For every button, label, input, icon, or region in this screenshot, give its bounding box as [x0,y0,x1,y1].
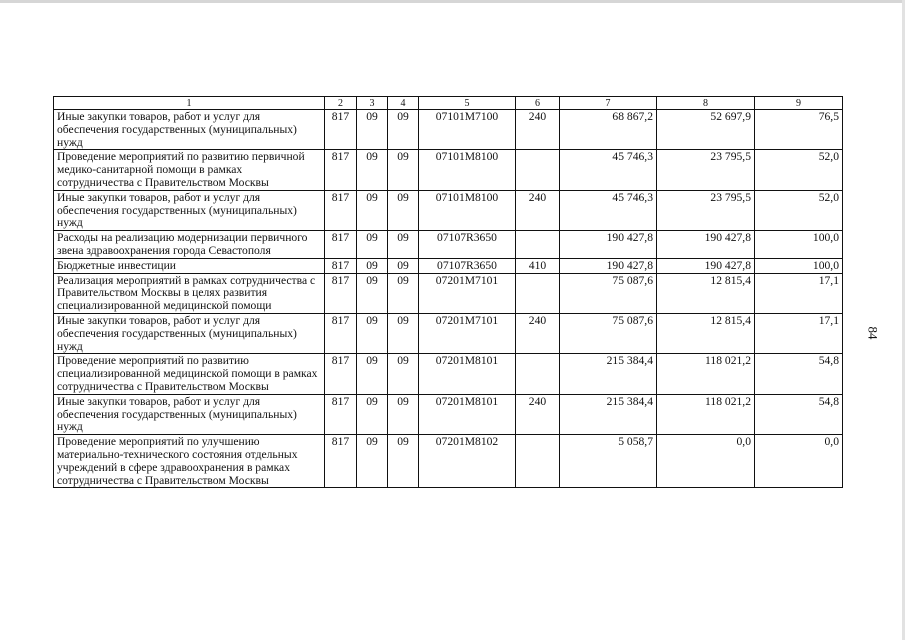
cell-section: 09 [357,150,388,190]
table-row [54,313,843,353]
cell-admin-code: 817 [325,231,357,259]
cell-executed: 12 815,4 [657,273,755,313]
cell-name: Проведение мероприятий по развитию первичной медико-санитарной помощи в рамках сотрудничества с Правительством Москвы [54,150,325,190]
table-row [54,110,843,150]
cell-section: 09 [357,354,388,394]
cell-approved: 190 427,8 [560,258,657,273]
cell-percent: 100,0 [755,231,843,259]
table-row [54,190,843,230]
cell-approved: 215 384,4 [560,354,657,394]
cell-subsection: 09 [388,354,419,394]
cell-name: Иные закупки товаров, работ и услуг для обеспечения государственных (муниципальных) нужд [54,394,325,434]
cell-admin-code: 817 [325,394,357,434]
cell-admin-code: 817 [325,190,357,230]
cell-admin-code: 817 [325,273,357,313]
cell-section: 09 [357,313,388,353]
cell-admin-code: 817 [325,150,357,190]
cell-admin-code: 817 [325,435,357,488]
cell-expense-type [516,273,560,313]
cell-approved: 45 746,3 [560,190,657,230]
cell-expense-type [516,354,560,394]
cell-name: Иные закупки товаров, работ и услуг для обеспечения государственных (муниципальных) нужд [54,313,325,353]
cell-subsection: 09 [388,231,419,259]
cell-percent: 100,0 [755,258,843,273]
cell-percent: 76,5 [755,110,843,150]
cell-executed: 190 427,8 [657,258,755,273]
cell-executed: 52 697,9 [657,110,755,150]
cell-name: Бюджетные инвестиции [54,258,325,273]
header-col-9: 9 [755,97,843,110]
table-row [54,258,843,273]
cell-executed: 118 021,2 [657,354,755,394]
cell-expense-type: 240 [516,190,560,230]
budget-table [53,96,843,488]
cell-percent: 17,1 [755,313,843,353]
cell-percent: 54,8 [755,394,843,434]
cell-executed: 190 427,8 [657,231,755,259]
cell-admin-code: 817 [325,110,357,150]
cell-section: 09 [357,258,388,273]
cell-expense-type: 410 [516,258,560,273]
cell-section: 09 [357,110,388,150]
cell-approved: 68 867,2 [560,110,657,150]
cell-expense-type [516,150,560,190]
header-col-1: 1 [54,97,325,110]
cell-executed: 0,0 [657,435,755,488]
header-col-3: 3 [357,97,388,110]
scan-edge-top [0,0,905,3]
header-col-8: 8 [657,97,755,110]
table-body [54,110,843,488]
cell-section: 09 [357,273,388,313]
header-col-4: 4 [388,97,419,110]
cell-approved: 215 384,4 [560,394,657,434]
cell-percent: 54,8 [755,354,843,394]
table-row [54,354,843,394]
cell-executed: 23 795,5 [657,190,755,230]
cell-subsection: 09 [388,150,419,190]
cell-target-article: 07107R3650 [419,258,516,273]
cell-section: 09 [357,435,388,488]
cell-target-article: 07201М8101 [419,394,516,434]
table-row [54,150,843,190]
cell-executed: 12 815,4 [657,313,755,353]
cell-name: Иные закупки товаров, работ и услуг для обеспечения государственных (муниципальных) нужд [54,190,325,230]
cell-expense-type [516,231,560,259]
cell-target-article: 07101М8100 [419,190,516,230]
cell-subsection: 09 [388,110,419,150]
cell-section: 09 [357,394,388,434]
cell-percent: 52,0 [755,150,843,190]
table-header [54,97,843,110]
cell-percent: 52,0 [755,190,843,230]
cell-target-article: 07101М8100 [419,150,516,190]
cell-section: 09 [357,190,388,230]
cell-executed: 23 795,5 [657,150,755,190]
cell-name: Проведение мероприятий по улучшению материально-технического состояния отдельных учреждений в сфере здравоохранения в рамках сотрудничества с Правительством Москвы [54,435,325,488]
cell-subsection: 09 [388,258,419,273]
cell-admin-code: 817 [325,354,357,394]
cell-subsection: 09 [388,435,419,488]
cell-expense-type: 240 [516,313,560,353]
cell-approved: 5 058,7 [560,435,657,488]
table-row [54,273,843,313]
cell-target-article: 07107R3650 [419,231,516,259]
cell-target-article: 07201М7101 [419,313,516,353]
cell-target-article: 07201М7101 [419,273,516,313]
cell-subsection: 09 [388,190,419,230]
header-col-5: 5 [419,97,516,110]
cell-subsection: 09 [388,313,419,353]
cell-admin-code: 817 [325,313,357,353]
cell-name: Расходы на реализацию модернизации первичного звена здравоохранения города Севастополя [54,231,325,259]
cell-approved: 75 087,6 [560,313,657,353]
cell-target-article: 07101М7100 [419,110,516,150]
cell-approved: 75 087,6 [560,273,657,313]
table-row [54,394,843,434]
cell-expense-type: 240 [516,394,560,434]
cell-section: 09 [357,231,388,259]
cell-expense-type: 240 [516,110,560,150]
table-row [54,435,843,488]
header-col-7: 7 [560,97,657,110]
cell-subsection: 09 [388,394,419,434]
cell-name: Иные закупки товаров, работ и услуг для обеспечения государственных (муниципальных) нужд [54,110,325,150]
cell-percent: 0,0 [755,435,843,488]
cell-target-article: 07201М8102 [419,435,516,488]
cell-percent: 17,1 [755,273,843,313]
cell-admin-code: 817 [325,258,357,273]
page-number: 84 [865,326,881,340]
table-row [54,231,843,259]
header-col-2: 2 [325,97,357,110]
cell-executed: 118 021,2 [657,394,755,434]
cell-target-article: 07201М8101 [419,354,516,394]
cell-name: Проведение мероприятий по развитию специализированной медицинской помощи в рамках сотрудничества с Правительством Москвы [54,354,325,394]
cell-expense-type [516,435,560,488]
cell-subsection: 09 [388,273,419,313]
cell-approved: 190 427,8 [560,231,657,259]
cell-name: Реализация мероприятий в рамках сотрудничества с Правительством Москвы в целях развития специализированной медицинской помощи [54,273,325,313]
header-row [54,97,843,110]
cell-approved: 45 746,3 [560,150,657,190]
header-col-6: 6 [516,97,560,110]
